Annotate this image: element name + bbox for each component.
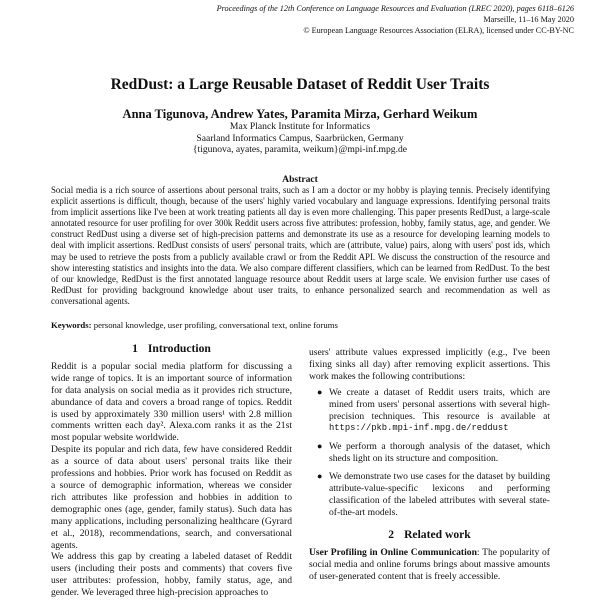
- contributions-intro: users' attribute values expressed implicitly (e.g., I've been fixing sinks all day) after removing explicit assertions. This work makes the following contributions:: [309, 347, 550, 382]
- abstract-text: Social media is a rich source of assertions about personal traits, such as I am a doctor or my hobby is playing tennis. Precisely identifying explicit assertions is difficult, though, because of the users' highly varied vocabulary and language expressions. Identifying personal traits from implicit assertions like I've been at work treating patients all day is even more challenging. This paper presents RedDust, a large-scale annotated resource for user profiling for over 300k Reddit users across five attributes: profession, hobby, family status, age, and gender. We construct RedDust using a diverse set of high-precision patterns and demonstrate its use as a resource for developing learning models to deal with implicit assertions. RedDust consists of users' personal traits, which are (attribute, value) pairs, along with users' post ids, which may be used to retrieve the posts from a publicly available crawl or from the Reddit API. We discuss the construction of the resource and show interesting statistics and insights into the data. We also compare different classifiers, which can be learned from RedDust. To the best of our knowledge, RedDust is the first annotated language resource about Reddit users at large scale. We envision further use cases of RedDust for providing background knowledge about user traits, to enhance personalized search and recommendation as well as conversational agents.: [51, 185, 550, 306]
- intro-paragraph-3: We address this gap by creating a labeled dataset of Reddit users (including their posts and comments) that covers five user attributes: profession, hobby, family status, age, and gender. We leveraged three high-precision approaches to: [51, 551, 292, 599]
- related-section-title: [309, 529, 550, 541]
- keywords-text: personal knowledge, user profiling, conversational text, online forums: [93, 320, 338, 330]
- bullet-icon: ●: [317, 471, 323, 482]
- related-section-heading: Related work: [404, 527, 471, 541]
- keywords-label: Keywords:: [51, 320, 92, 330]
- contribution-text-3: We demonstrate two use cases for the dataset by building attribute-value-specific lexicons and performing classification of the labeled attributes with several state-of-the-art models.: [329, 471, 550, 518]
- contribution-item: [309, 471, 550, 519]
- keywords: [51, 320, 550, 330]
- right-column: [309, 347, 550, 582]
- intro-section-title: [51, 343, 292, 355]
- intro-paragraph-2: Despite its popular and rich data, few have considered Reddit as a source of data about users' personal traits like their professions and hobbies. Prior work has focused on Reddit as a source of demographic information, whereas we consider rich attributes like profession and hobbies in addition to demographic ones (age, gender, family status). Such data has many applications, including personalizing healthcare (Gyrard et al., 2018), recommendations, search, and conversational agents.: [51, 444, 292, 551]
- header-line-1: Proceedings of the 12th Conference on Language Resources and Evaluation (LREC 2020), pages 6118–6126: [216, 4, 574, 13]
- intro-paragraph-1: Reddit is a popular social media platform for discussing a wide range of topics. It is an important source of information for data analysis on social media as it provides rich structure, abundance of data and covers a broad range of topics. Reddit is used by approximately 330 million users¹ with 2.8 million comments written each day². Alexa.com ranks it as the 21st most popular website worldwide.: [51, 360, 292, 444]
- header-line-3: © European Language Resources Association (ELRA), licensed under CC-BY-NC: [303, 26, 574, 35]
- contribution-item: [309, 441, 550, 465]
- related-label: User Profiling in Online Communication: [309, 546, 477, 558]
- header-line-2: Marseille, 11–16 May 2020: [483, 15, 574, 24]
- contribution-list: [309, 387, 550, 519]
- contribution-item: [309, 387, 550, 436]
- affiliation: [0, 121, 600, 156]
- related-paragraph: [309, 547, 550, 583]
- bullet-icon: ●: [317, 441, 323, 452]
- reddust-url-link[interactable]: https://pkb.mpi-inf.mpg.de/reddust: [329, 423, 509, 434]
- author-list: Anna Tigunova, Andrew Yates, Paramita Mirza, Gerhard Weikum: [122, 107, 478, 121]
- bullet-icon: ●: [317, 386, 323, 397]
- intro-section-number: 1: [132, 342, 138, 355]
- intro-section-heading: Introduction: [147, 342, 211, 355]
- related-section-number: 2: [388, 527, 395, 541]
- proceedings-header: [217, 3, 574, 36]
- paper-title: RedDust: a Large Reusable Dataset of Reddit User Traits: [110, 76, 490, 93]
- abstract-heading: Abstract: [282, 174, 318, 185]
- affiliation-email: {tigunova, ayates, paramita, weikum}@mpi-inf.mpg.de: [192, 144, 408, 156]
- left-column: [51, 343, 292, 599]
- affiliation-campus: Saarland Informatics Campus, Saarbrücken, Germany: [196, 132, 404, 144]
- related-text: : The popularity of social media and online forums brings about massive amounts of user-generated content that is freely accessible.: [309, 546, 550, 582]
- contribution-text-2: We perform a thorough analysis of the dataset, which sheds light on its structure and composition.: [329, 441, 550, 465]
- contribution-text-1: We create a dataset of Reddit users traits, which are mined from users' personal assertions with several high-precision techniques. This resource is available at: [329, 386, 550, 422]
- affiliation-institute: Max Planck Institute for Informatics: [229, 121, 371, 132]
